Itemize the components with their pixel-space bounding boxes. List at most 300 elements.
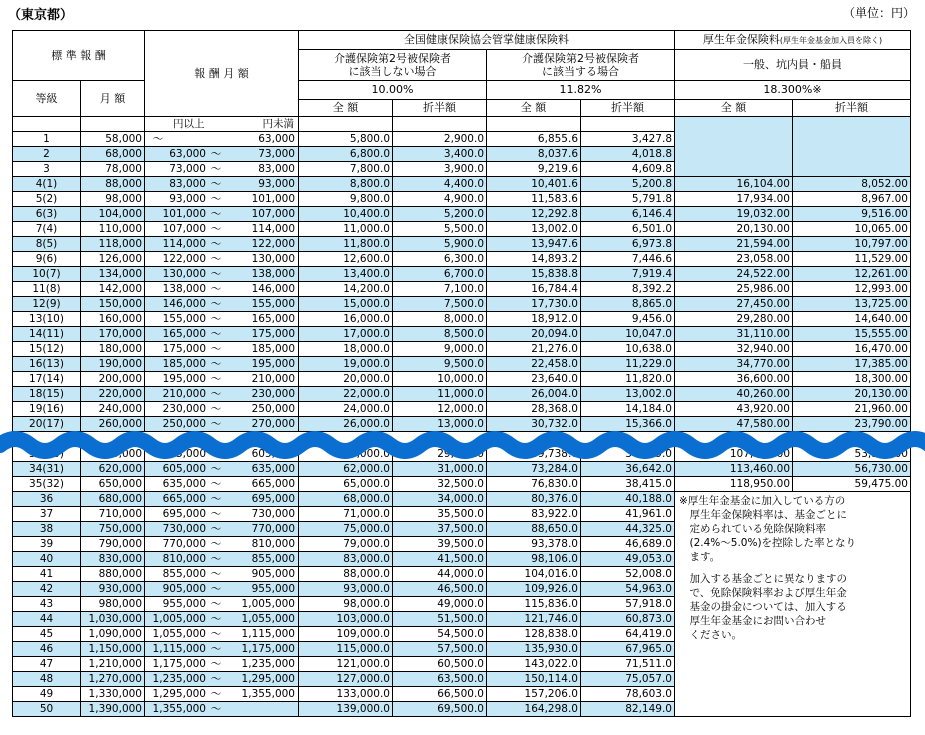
monthly-cell: 104,000 [81,207,145,222]
monthly-cell: 220,000 [81,387,145,402]
pension-half-cell [793,132,911,147]
range-hi: 955,000 [251,583,295,595]
grade-cell: 35(32) [13,477,81,492]
range-lo-label: 円以上 [173,118,205,130]
care-half-cell: 44,325.0 [581,522,675,537]
table-row [13,282,911,297]
range-cell [145,192,299,207]
break-wave [0,426,925,464]
care-yes-header: 介護保険第2号被保険者 に該当する場合 [487,50,675,81]
care-half-cell: 6,146.4 [581,207,675,222]
health-half-cell: 69,500.0 [393,702,487,717]
range-cell [145,207,299,222]
care-half-cell: 4,609.8 [581,162,675,177]
pension-half-cell [793,147,911,162]
pension-full-cell: 23,058.00 [675,252,793,267]
full-header: 全 額 [299,100,393,117]
care-full-cell: 10,401.6 [487,177,581,192]
pension-half-cell: 56,730.00 [793,462,911,477]
monthly-cell: 1,030,000 [81,612,145,627]
health-half-cell: 9,000.0 [393,342,487,357]
tilde-mark: ～ [210,688,222,700]
care-full-cell: 20,094.0 [487,327,581,342]
range-hi: 695,000 [251,493,295,505]
range-hi: 63,000 [258,133,295,145]
care-full-cell: 93,378.0 [487,537,581,552]
care-half-cell: 5,200.8 [581,177,675,192]
range-cell [145,312,299,327]
health-half-cell: 8,500.0 [393,327,487,342]
monthly-cell: 150,000 [81,297,145,312]
grade-cell: 10(7) [13,267,81,282]
range-hi: 1,055,000 [241,613,295,625]
health-half-cell: 7,500.0 [393,297,487,312]
health-full-cell: 75,000.0 [299,522,393,537]
range-cell [145,222,299,237]
grade-cell: 9(6) [13,252,81,267]
pension-full-cell: 43,920.00 [675,402,793,417]
pension-half-cell: 15,555.00 [793,327,911,342]
health-half-cell: 11,000.0 [393,387,487,402]
care-full-cell: 80,376.0 [487,492,581,507]
monthly-cell: 590,000 [81,447,145,462]
range-lo: 122,000 [162,253,206,265]
care-full-cell: 135,930.0 [487,642,581,657]
health-half-cell: 10,000.0 [393,372,487,387]
care-half-cell: 13,002.0 [581,387,675,402]
pension-note: (厚生年金基金加入員を除く) [779,35,883,45]
table-row [13,342,911,357]
monthly-cell: 180,000 [81,342,145,357]
range-hi: 1,115,000 [241,628,295,640]
table-row [13,252,911,267]
pension-full-cell: 27,450.00 [675,297,793,312]
tilde-mark: ～ [210,283,222,295]
care-full-cell: 98,106.0 [487,552,581,567]
health-half-cell: 35,500.0 [393,507,487,522]
tilde-mark: ～ [210,448,222,460]
care-half-cell: 14,184.0 [581,402,675,417]
pension-half-cell: 11,529.00 [793,252,911,267]
note-pension-fund: ※厚生年金基金に加入している方の 厚生年金保険料率は、基金ごとに 定められている免除保険料率 (2.4%～5.0%)を控除した率となり ます。 [679,495,857,563]
monthly-cell: 680,000 [81,492,145,507]
care-half-cell: 52,008.0 [581,567,675,582]
pension-half-cell: 12,993.00 [793,282,911,297]
grade-cell: 19(16) [13,402,81,417]
monthly-cell: 1,270,000 [81,672,145,687]
pension-sub-header: 一般、坑内員・船員 [675,50,911,81]
care-full-cell: 128,838.0 [487,627,581,642]
table-row [13,237,911,252]
care-full-cell: 6,855.6 [487,132,581,147]
range-lo: 250,000 [162,418,206,430]
tilde-mark: ～ [210,358,222,370]
health-full-cell: 98,000.0 [299,597,393,612]
pension-full-cell: 47,580.00 [675,417,793,432]
grade-cell: 44 [13,612,81,627]
health-full-cell: 103,000.0 [299,612,393,627]
pension-full-cell: 25,986.00 [675,282,793,297]
grade-cell: 16(13) [13,357,81,372]
table-row [13,312,911,327]
table-row [13,477,911,492]
monthly-cell: 620,000 [81,462,145,477]
range-lo: 905,000 [162,583,206,595]
table-row [13,132,911,147]
monthly-cell: 1,150,000 [81,642,145,657]
range-cell [145,612,299,627]
pension-full-cell: 31,110.00 [675,327,793,342]
tilde-mark: ～ [210,193,222,205]
range-lo: 165,000 [162,328,206,340]
care-half-cell: 8,392.2 [581,282,675,297]
monthly-cell: 710,000 [81,507,145,522]
range-cell [145,627,299,642]
health-full-cell: 15,000.0 [299,297,393,312]
range-cell [145,582,299,597]
care-full-cell: 115,836.0 [487,597,581,612]
monthly-cell: 980,000 [81,597,145,612]
tilde-mark: ～ [210,208,222,220]
range-hi: 73,000 [258,148,295,160]
pension-half-cell: 16,470.00 [793,342,911,357]
range-cell [145,642,299,657]
pension-full-cell [675,132,793,147]
health-full-cell: 17,000.0 [299,327,393,342]
health-full-cell: 109,000.0 [299,627,393,642]
pension-half-cell: 8,052.00 [793,177,911,192]
range-hi: 905,000 [251,568,295,580]
range-cell [145,597,299,612]
pension-full-cell: 32,940.00 [675,342,793,357]
rate-pension: 18.300%※ [675,81,911,100]
grade-header: 等級 [13,81,81,117]
health-full-cell: 18,000.0 [299,342,393,357]
health-half-cell: 57,500.0 [393,642,487,657]
health-header: 全国健康保険協会管掌健康保険料 [299,31,675,50]
care-full-cell: 15,838.8 [487,267,581,282]
range-lo: 210,000 [162,388,206,400]
care-half-cell: 6,973.8 [581,237,675,252]
monthly-cell: 1,390,000 [81,702,145,717]
range-lo: 1,175,000 [152,658,206,670]
range-hi: 185,000 [251,343,295,355]
pension-half-cell: 10,065.00 [793,222,911,237]
care-full-cell: 109,926.0 [487,582,581,597]
care-half-cell: 7,919.4 [581,267,675,282]
pension-header [675,31,911,50]
monthly-cell: 880,000 [81,567,145,582]
tilde-mark: ～ [210,298,222,310]
range-cell [145,177,299,192]
tilde-mark: ～ [210,658,222,670]
grade-cell: 7(4) [13,222,81,237]
tilde-mark: ～ [210,478,222,490]
care-half-cell: 57,918.0 [581,597,675,612]
care-half-cell: 15,366.0 [581,417,675,432]
grade-cell: 2 [13,147,81,162]
range-lo: 63,000 [169,148,206,160]
care-full-cell: 13,002.0 [487,222,581,237]
health-full-cell: 88,000.0 [299,567,393,582]
monthly-cell: 190,000 [81,357,145,372]
rate-no: 10.00% [299,81,487,100]
pension-full-cell: 34,770.00 [675,357,793,372]
range-hi: 83,000 [258,163,295,175]
range-cell [145,342,299,357]
grade-cell: 33(30) [13,447,81,462]
range-cell [145,477,299,492]
grade-cell: 12(9) [13,297,81,312]
care-full-cell: 164,298.0 [487,702,581,717]
care-half-cell: 64,419.0 [581,627,675,642]
range-cell [145,162,299,177]
grade-cell: 38 [13,522,81,537]
monthly-cell: 88,000 [81,177,145,192]
table-row [13,402,911,417]
range-cell [145,387,299,402]
pension-half-cell: 20,130.00 [793,387,911,402]
pension-half-cell: 17,385.00 [793,357,911,372]
care-full-cell: 12,292.8 [487,207,581,222]
range-cell [145,357,299,372]
care-half-cell: 3,427.8 [581,132,675,147]
tilde-mark: ～ [210,583,222,595]
range-hi: 165,000 [251,313,295,325]
tilde-mark: ～ [210,463,222,475]
care-half-cell: 10,047.0 [581,327,675,342]
range-hi: 146,000 [251,283,295,295]
premium-table [12,30,911,717]
health-full-cell: 6,800.0 [299,147,393,162]
care-full-cell: 150,114.0 [487,672,581,687]
health-full-cell: 83,000.0 [299,552,393,567]
grade-cell: 1 [13,132,81,147]
pension-half-cell [793,162,911,177]
health-half-cell: 5,900.0 [393,237,487,252]
range-lo: 83,000 [169,178,206,190]
pension-half-cell: 14,640.00 [793,312,911,327]
half-header: 折半額 [793,100,911,117]
care-half-cell: 34,869.0 [581,447,675,462]
grade-cell: 4(1) [13,177,81,192]
health-half-cell: 3,900.0 [393,162,487,177]
pension-full-cell: 16,104.00 [675,177,793,192]
care-full-cell: 104,016.0 [487,567,581,582]
health-half-cell: 46,500.0 [393,582,487,597]
range-cell [145,702,299,717]
care-full-cell: 26,004.0 [487,387,581,402]
tilde-mark: ～ [210,613,222,625]
health-full-cell: 5,800.0 [299,132,393,147]
grade-cell: 40 [13,552,81,567]
table-row [13,297,911,312]
range-hi: 130,000 [251,253,295,265]
range-lo: 138,000 [162,283,206,295]
care-half-cell: 46,689.0 [581,537,675,552]
health-half-cell: 39,500.0 [393,537,487,552]
table-row [13,192,911,207]
range-lo: 155,000 [162,313,206,325]
range-lo: 93,000 [169,193,206,205]
table-row [13,357,911,372]
health-half-cell: 12,000.0 [393,402,487,417]
range-cell [145,492,299,507]
health-half-cell: 63,500.0 [393,672,487,687]
tilde-mark: ～ [210,673,222,685]
care-full-cell: 22,458.0 [487,357,581,372]
care-full-cell: 23,640.0 [487,372,581,387]
range-lo: 1,295,000 [152,688,206,700]
care-full-cell: 76,830.0 [487,477,581,492]
range-hi: 270,000 [251,418,295,430]
health-half-cell: 3,400.0 [393,147,487,162]
care-full-cell: 21,276.0 [487,342,581,357]
tilde-mark: ～ [210,538,222,550]
pension-half-cell: 21,960.00 [793,402,911,417]
range-lo: 770,000 [162,538,206,550]
tilde-mark: ～ [210,238,222,250]
tilde-mark: ～ [210,388,222,400]
range-lo: 130,000 [162,268,206,280]
range-hi: 101,000 [251,193,295,205]
pension-half-cell: 9,516.00 [793,207,911,222]
monthly-cell: 830,000 [81,552,145,567]
care-full-cell: 8,037.6 [487,147,581,162]
note-contact: 加入する基金ごとに異なりますの で、免除保険料率および厚生年金 基金の掛金については、加入する 厚生年金基金にお問い合わせ ください。 [689,573,847,641]
pension-full-cell: 118,950.00 [675,477,793,492]
health-half-cell: 60,500.0 [393,657,487,672]
table-row [13,327,911,342]
range-hi: 635,000 [251,463,295,475]
tilde-mark: ～ [210,373,222,385]
range-hi: 1,005,000 [241,598,295,610]
grade-cell: 37 [13,507,81,522]
grade-cell: 5(2) [13,192,81,207]
care-full-cell: 28,368.0 [487,402,581,417]
tilde-mark: ～ [210,493,222,505]
range-lo: 1,235,000 [152,673,206,685]
grade-cell: 49 [13,687,81,702]
health-half-cell: 34,000.0 [393,492,487,507]
health-half-cell: 4,400.0 [393,177,487,192]
range-hi: 1,175,000 [241,643,295,655]
care-full-cell: 143,022.0 [487,657,581,672]
range-units [145,117,299,132]
range-cell [145,522,299,537]
range-cell [145,507,299,522]
range-lo: 1,355,000 [152,703,206,715]
health-full-cell: 13,400.0 [299,267,393,282]
grade-cell: 43 [13,597,81,612]
monthly-cell: 134,000 [81,267,145,282]
monthly-header: 月 額 [81,81,145,117]
range-cell [145,672,299,687]
health-full-cell: 121,000.0 [299,657,393,672]
care-full-cell: 30,732.0 [487,417,581,432]
health-full-cell: 59,000.0 [299,447,393,462]
range-hi: 605,000 [251,448,295,460]
pension-half-cell: 13,725.00 [793,297,911,312]
care-half-cell: 9,456.0 [581,312,675,327]
grade-cell: 11(8) [13,282,81,297]
health-half-cell: 4,900.0 [393,192,487,207]
range-hi: 155,000 [251,298,295,310]
range-cell [145,327,299,342]
pension-full-cell: 24,522.00 [675,267,793,282]
range-hi: 138,000 [251,268,295,280]
tilde-mark: ～ [210,328,222,340]
tilde-mark: ～ [210,148,222,160]
health-full-cell: 14,200.0 [299,282,393,297]
care-half-cell: 11,820.0 [581,372,675,387]
range-lo: 1,115,000 [152,643,206,655]
health-half-cell: 31,000.0 [393,462,487,477]
range-cell [145,372,299,387]
health-half-cell: 6,300.0 [393,252,487,267]
monthly-cell: 118,000 [81,237,145,252]
range-hi: 855,000 [251,553,295,565]
range-hi: 114,000 [251,223,295,235]
health-full-cell: 11,800.0 [299,237,393,252]
tilde-mark: ～ [210,598,222,610]
range-cell [145,537,299,552]
health-full-cell: 68,000.0 [299,492,393,507]
range-hi-label: 円未満 [262,118,294,130]
pension-full-cell: 36,600.00 [675,372,793,387]
health-full-cell: 8,800.0 [299,177,393,192]
monthly-cell: 110,000 [81,222,145,237]
care-half-cell: 7,446.6 [581,252,675,267]
range-lo: 195,000 [162,373,206,385]
care-half-cell: 54,963.0 [581,582,675,597]
tilde-mark: ～ [210,253,222,265]
health-half-cell: 49,000.0 [393,597,487,612]
health-half-cell: 51,500.0 [393,612,487,627]
range-cell [145,657,299,672]
health-full-cell: 19,000.0 [299,357,393,372]
monthly-cell: 160,000 [81,312,145,327]
health-full-cell: 93,000.0 [299,582,393,597]
range-lo: 730,000 [162,523,206,535]
health-half-cell: 54,500.0 [393,627,487,642]
grade-cell: 13(10) [13,312,81,327]
health-full-cell: 16,000.0 [299,312,393,327]
monthly-cell: 1,330,000 [81,687,145,702]
health-half-cell: 32,500.0 [393,477,487,492]
pension-half-cell: 23,790.00 [793,417,911,432]
tilde-mark: ～ [210,223,222,235]
health-full-cell: 139,000.0 [299,702,393,717]
health-half-cell: 7,100.0 [393,282,487,297]
monthly-cell: 750,000 [81,522,145,537]
tilde-mark: ～ [210,553,222,565]
health-full-cell: 127,000.0 [299,672,393,687]
range-hi: 195,000 [251,358,295,370]
care-half-cell: 41,961.0 [581,507,675,522]
care-no-header: 介護保険第2号被保険者 に該当しない場合 [299,50,487,81]
range-lo: 605,000 [162,463,206,475]
grade-cell: 8(5) [13,237,81,252]
health-half-cell: 29,500.0 [393,447,487,462]
range-lo: 101,000 [162,208,206,220]
range-cell [145,687,299,702]
range-hi: 1,355,000 [241,688,295,700]
care-full-cell: 157,206.0 [487,687,581,702]
grade-cell: 39 [13,537,81,552]
half-header: 折半額 [393,100,487,117]
pension-full-cell: 40,260.00 [675,387,793,402]
